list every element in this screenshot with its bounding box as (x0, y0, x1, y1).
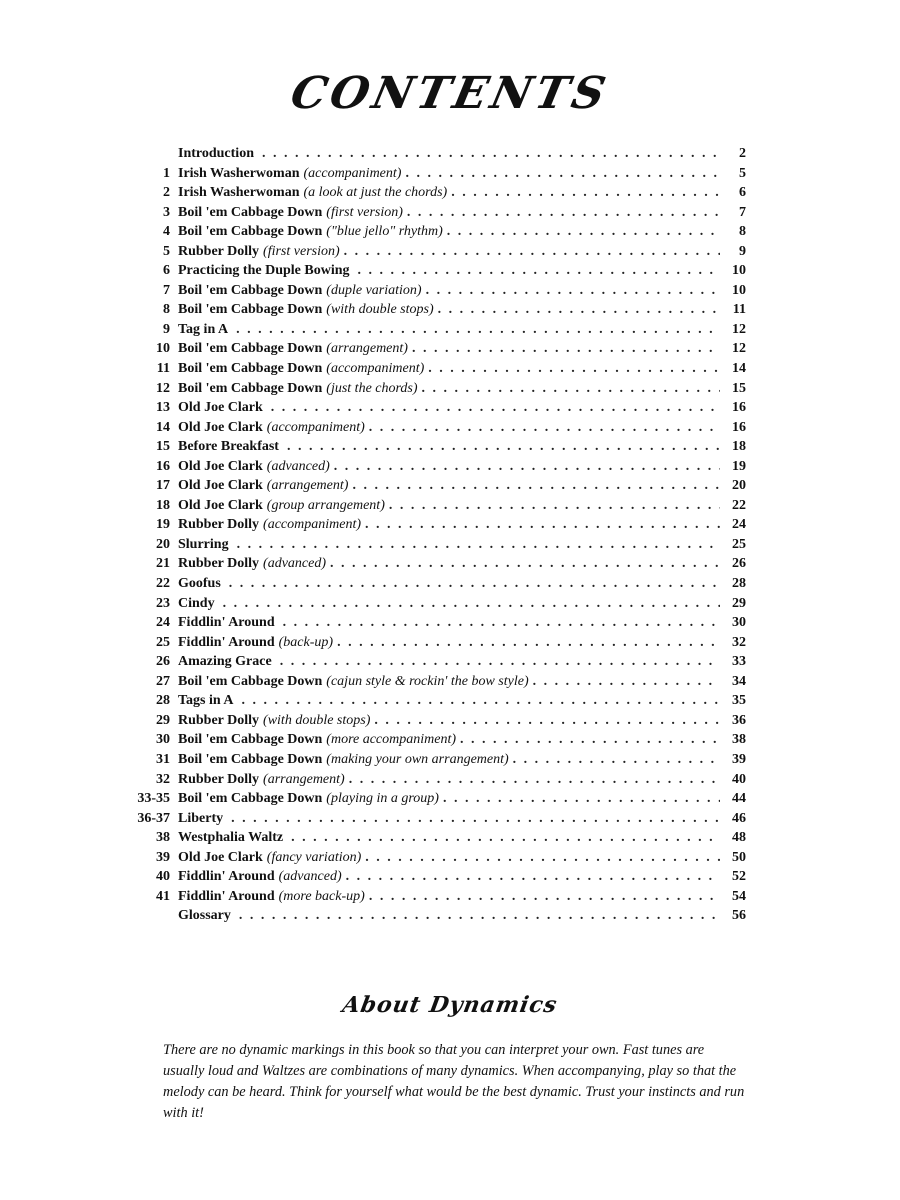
toc-entry-page: 8 (739, 224, 746, 240)
toc-entry-subtitle: (advanced) (278, 869, 342, 885)
toc-entry (130, 242, 746, 262)
toc-entry-page: 18 (732, 439, 746, 455)
toc-entry-title: Tags in A (178, 693, 234, 709)
dot-leader (223, 594, 720, 614)
toc-entry-page: 10 (732, 263, 746, 279)
dot-leader (422, 379, 720, 399)
toc-entry (130, 691, 746, 711)
about-heading: About Dynamics (340, 992, 560, 1018)
toc-entry-subtitle: (fancy variation) (266, 849, 362, 865)
toc-entry-page: 25 (732, 536, 746, 552)
toc-entry-subtitle: (more back-up) (278, 888, 365, 904)
toc-entry-number: 32 (156, 771, 170, 787)
toc-entry-subtitle: (with double stops) (263, 712, 371, 728)
toc-entry (130, 809, 746, 829)
dot-leader (374, 711, 720, 731)
toc-entry-page: 50 (732, 849, 746, 865)
toc-entry-number: 31 (156, 751, 170, 767)
dot-leader (330, 554, 720, 574)
dot-leader (426, 281, 720, 301)
toc-entry-page: 12 (732, 341, 746, 357)
toc-entry-subtitle: (accompaniment) (326, 361, 425, 377)
toc-entry (130, 633, 746, 653)
toc-entry (130, 711, 746, 731)
toc-entry-page: 9 (739, 243, 746, 259)
toc-entry-page: 36 (732, 712, 746, 728)
toc-entry-subtitle: (making your own arrangement) (326, 751, 509, 767)
toc-entry-title: Old Joe Clark (178, 497, 263, 513)
toc-entry-page: 48 (732, 830, 746, 846)
toc-entry-title: Old Joe Clark (178, 419, 263, 435)
toc-entry-title: Boil 'em Cabbage Down (178, 341, 323, 357)
toc-entry-number: 14 (156, 419, 170, 435)
toc-entry (130, 261, 746, 281)
toc-entry-title: Before Breakfast (178, 439, 279, 455)
toc-entry-page: 12 (732, 321, 746, 337)
toc-entry-number: 19 (156, 517, 170, 533)
toc-entry (130, 770, 746, 790)
toc-entry (130, 652, 746, 672)
toc-entry-subtitle: (back-up) (278, 634, 334, 650)
toc-entry-number: 22 (156, 576, 170, 592)
dot-leader (407, 203, 720, 223)
toc-entry-number: 18 (156, 497, 170, 513)
dot-leader (365, 848, 720, 868)
toc-entry-number: 20 (156, 536, 170, 552)
dot-leader (242, 691, 720, 711)
toc-entry-page: 16 (732, 400, 746, 416)
toc-entry (130, 320, 746, 340)
about-paragraph: There are no dynamic markings in this book so that you can interpret your own. Fast tunes are usually loud and Waltzes are combinations of many dynamics. When accompanying, play so that the melody can be heard. Think for yourself what would be the best dynamic. Trust your instincts and run with it! (163, 1042, 745, 1121)
toc-entry-page: 26 (732, 556, 746, 572)
toc-entry-title: Fiddlin' Around (178, 634, 275, 650)
toc-entry-title: Boil 'em Cabbage Down (178, 361, 323, 377)
dot-leader (229, 574, 720, 594)
toc-entry (130, 457, 746, 477)
toc-entry-page: 39 (732, 751, 746, 767)
toc-entry-page: 35 (732, 693, 746, 709)
dot-leader (428, 359, 720, 379)
dot-leader (533, 672, 720, 692)
toc-entry-page: 56 (732, 908, 746, 924)
toc-entry-number: 41 (156, 888, 170, 904)
toc-entry-page: 40 (732, 771, 746, 787)
toc-entry (130, 750, 746, 770)
dot-leader (447, 222, 720, 242)
dot-leader (291, 828, 720, 848)
toc-entry-page: 19 (732, 458, 746, 474)
toc-entry (130, 300, 746, 320)
toc-entry-number: 2 (163, 185, 170, 201)
toc-entry (130, 476, 746, 496)
toc-entry-number: 29 (156, 712, 170, 728)
toc-entry-title: Goofus (178, 576, 221, 592)
toc-entry-title: Boil 'em Cabbage Down (178, 204, 323, 220)
toc-entry-number: 17 (156, 478, 170, 494)
toc-entry-title: Cindy (178, 595, 215, 611)
toc-entry-title: Old Joe Clark (178, 458, 263, 474)
toc-entry (130, 437, 746, 457)
toc-entry-title: Rubber Dolly (178, 556, 260, 572)
toc-entry-number: 13 (156, 400, 170, 416)
toc-entry (130, 515, 746, 535)
toc-entry (130, 379, 746, 399)
toc-entry-subtitle: (first version) (263, 243, 340, 259)
toc-entry-number: 5 (163, 243, 170, 259)
dot-leader (262, 144, 720, 164)
toc-entry-subtitle: (arrangement) (266, 478, 349, 494)
toc-entry-subtitle: (duple variation) (326, 282, 422, 298)
toc-entry-number: 3 (163, 204, 170, 220)
dot-leader (460, 730, 720, 750)
toc-entry-title: Fiddlin' Around (178, 615, 275, 631)
toc-entry-page: 6 (739, 185, 746, 201)
toc-entry-title: Slurring (178, 536, 229, 552)
toc-entry-page: 14 (732, 361, 746, 377)
dot-leader (346, 867, 720, 887)
toc-entry-number: 11 (156, 361, 170, 377)
toc-entry-page: 32 (732, 634, 746, 650)
toc-entry-title: Amazing Grace (178, 654, 272, 670)
toc-entry-page: 24 (732, 517, 746, 533)
toc-entry-title: Rubber Dolly (178, 243, 260, 259)
toc-entry-title: Boil 'em Cabbage Down (178, 673, 323, 689)
toc-entry-title: Tag in A (178, 321, 229, 337)
toc-entry-title: Boil 'em Cabbage Down (178, 380, 323, 396)
dot-leader (287, 437, 720, 457)
toc-entry-subtitle: (accompaniment) (266, 419, 365, 435)
toc-entry-page: 5 (739, 165, 746, 181)
toc-entry-number: 26 (156, 654, 170, 670)
toc-entry-number: 36-37 (137, 810, 170, 826)
toc-entry-page: 33 (732, 654, 746, 670)
toc-entry (130, 848, 746, 868)
toc-entry-number: 1 (163, 165, 170, 181)
toc-entry-title: Boil 'em Cabbage Down (178, 224, 323, 240)
toc-entry (130, 418, 746, 438)
toc-entry-page: 54 (732, 888, 746, 904)
toc-entry (130, 203, 746, 223)
toc-entry-number: 25 (156, 634, 170, 650)
toc-entry-subtitle: (a look at just the chords) (303, 185, 448, 201)
toc-entry (130, 574, 746, 594)
toc-entry-subtitle: (accompaniment) (303, 165, 402, 181)
toc-entry-title: Old Joe Clark (178, 478, 263, 494)
toc-entry-subtitle: (group arrangement) (266, 497, 385, 513)
toc-entry-number: 23 (156, 595, 170, 611)
toc-entry-page: 34 (732, 673, 746, 689)
toc-entry-page: 16 (732, 419, 746, 435)
toc-entry-page: 52 (732, 869, 746, 885)
toc-entry-page: 22 (732, 497, 746, 513)
dot-leader (369, 418, 720, 438)
toc-entry (130, 398, 746, 418)
dot-leader (513, 750, 720, 770)
toc-entry-number: 40 (156, 869, 170, 885)
toc-entry-subtitle: (with double stops) (326, 302, 434, 318)
toc-entry-title: Boil 'em Cabbage Down (178, 791, 323, 807)
dot-leader (438, 300, 720, 320)
toc-entry-title: Irish Washerwoman (178, 185, 300, 201)
toc-entry-number: 30 (156, 732, 170, 748)
toc-entry (130, 730, 746, 750)
dot-leader (451, 183, 720, 203)
toc-entry-number: 10 (156, 341, 170, 357)
toc-entry-title: Boil 'em Cabbage Down (178, 732, 323, 748)
toc-entry-number: 38 (156, 830, 170, 846)
toc-entry-title: Practicing the Duple Bowing (178, 263, 350, 279)
dot-leader (352, 476, 720, 496)
toc-entry (130, 613, 746, 633)
toc-entry-page: 2 (739, 146, 746, 161)
toc-entry-title: Rubber Dolly (178, 771, 260, 787)
toc-entry (130, 672, 746, 692)
toc-entry-page: 15 (732, 380, 746, 396)
dot-leader (237, 535, 720, 555)
toc-entry-subtitle: ("blue jello" rhythm) (326, 224, 443, 240)
dot-leader (236, 320, 720, 340)
dot-leader (412, 339, 720, 359)
toc-entry-title: Irish Washerwoman (178, 165, 300, 181)
toc-entry-number: 9 (163, 321, 170, 337)
toc-entry-number: 39 (156, 849, 170, 865)
toc-entry-subtitle: (arrangement) (263, 771, 345, 787)
toc-entry-title: Boil 'em Cabbage Down (178, 302, 323, 318)
toc-entry (130, 594, 746, 614)
toc-entry (130, 867, 746, 887)
toc-entry-subtitle: (cajun style & rockin' the bow style) (326, 673, 529, 689)
toc-entry (130, 222, 746, 242)
toc-entry-number: 6 (163, 263, 170, 279)
toc-entry-page: 29 (732, 595, 746, 611)
toc-entry-title: Introduction (178, 146, 254, 161)
toc-entry-title: Rubber Dolly (178, 517, 260, 533)
dot-leader (231, 809, 720, 829)
toc-entry-number: 4 (163, 224, 170, 240)
toc-entry-page: 11 (732, 302, 746, 318)
dot-leader (239, 906, 720, 926)
toc-entry-title: Old Joe Clark (178, 400, 263, 416)
dot-leader (283, 613, 720, 633)
toc-entry-title: Westphalia Waltz (178, 830, 284, 846)
toc-entry-title: Rubber Dolly (178, 712, 260, 728)
toc-entry (130, 339, 746, 359)
toc-entry (130, 144, 746, 164)
toc-entry-subtitle: (more accompaniment) (326, 732, 457, 748)
toc-entry (130, 359, 746, 379)
toc-entry-subtitle: (accompaniment) (263, 517, 362, 533)
toc-entry-number: 8 (163, 302, 170, 318)
toc-entry-number: 28 (156, 693, 170, 709)
dot-leader (334, 457, 720, 477)
toc-entry-page: 7 (739, 204, 746, 220)
toc-entry-page: 44 (732, 791, 746, 807)
toc-entry-number: 27 (156, 673, 170, 689)
toc-entry-page: 46 (732, 810, 746, 826)
toc-entry-page: 30 (732, 615, 746, 631)
table-of-contents (130, 144, 746, 926)
toc-entry-subtitle: (playing in a group) (326, 791, 439, 807)
dot-leader (389, 496, 720, 516)
toc-entry-number: 33-35 (137, 791, 170, 807)
dot-leader (280, 652, 720, 672)
toc-entry (130, 887, 746, 907)
toc-entry (130, 535, 746, 555)
toc-entry-title: Glossary (178, 908, 231, 924)
toc-entry-number: 21 (156, 556, 170, 572)
toc-entry (130, 554, 746, 574)
toc-entry-title: Boil 'em Cabbage Down (178, 751, 323, 767)
toc-entry (130, 906, 746, 926)
dot-leader (358, 261, 721, 281)
dot-leader (337, 633, 720, 653)
toc-entry-title: Fiddlin' Around (178, 888, 275, 904)
toc-entry (130, 281, 746, 301)
dot-leader (365, 515, 720, 535)
dot-leader (405, 164, 720, 184)
toc-entry (130, 828, 746, 848)
dot-leader (443, 789, 720, 809)
toc-entry-subtitle: (arrangement) (326, 341, 408, 357)
toc-entry-page: 28 (732, 576, 746, 592)
toc-entry-subtitle: (first version) (326, 204, 403, 220)
dot-leader (271, 398, 720, 418)
toc-entry-number: 7 (163, 282, 170, 298)
toc-entry (130, 183, 746, 203)
toc-entry-subtitle: (advanced) (266, 458, 330, 474)
dot-leader (344, 242, 720, 262)
toc-entry (130, 164, 746, 184)
dot-leader (349, 770, 720, 790)
page-title: CONTENTS (286, 68, 614, 119)
toc-entry-page: 38 (732, 732, 746, 748)
toc-entry-number: 15 (156, 439, 170, 455)
toc-entry-subtitle: (advanced) (263, 556, 327, 572)
toc-entry-title: Fiddlin' Around (178, 869, 275, 885)
toc-entry-title: Old Joe Clark (178, 849, 263, 865)
toc-entry-title: Liberty (178, 810, 224, 826)
toc-entry-title: Boil 'em Cabbage Down (178, 282, 323, 298)
dot-leader (369, 887, 720, 907)
toc-entry-number: 16 (156, 458, 170, 474)
toc-entry-number: 12 (156, 380, 170, 396)
toc-entry (130, 789, 746, 809)
toc-entry-subtitle: (just the chords) (326, 380, 418, 396)
toc-entry-page: 10 (732, 282, 746, 298)
toc-entry-page: 20 (732, 478, 746, 494)
toc-entry-number: 24 (156, 615, 170, 631)
toc-entry (130, 496, 746, 516)
